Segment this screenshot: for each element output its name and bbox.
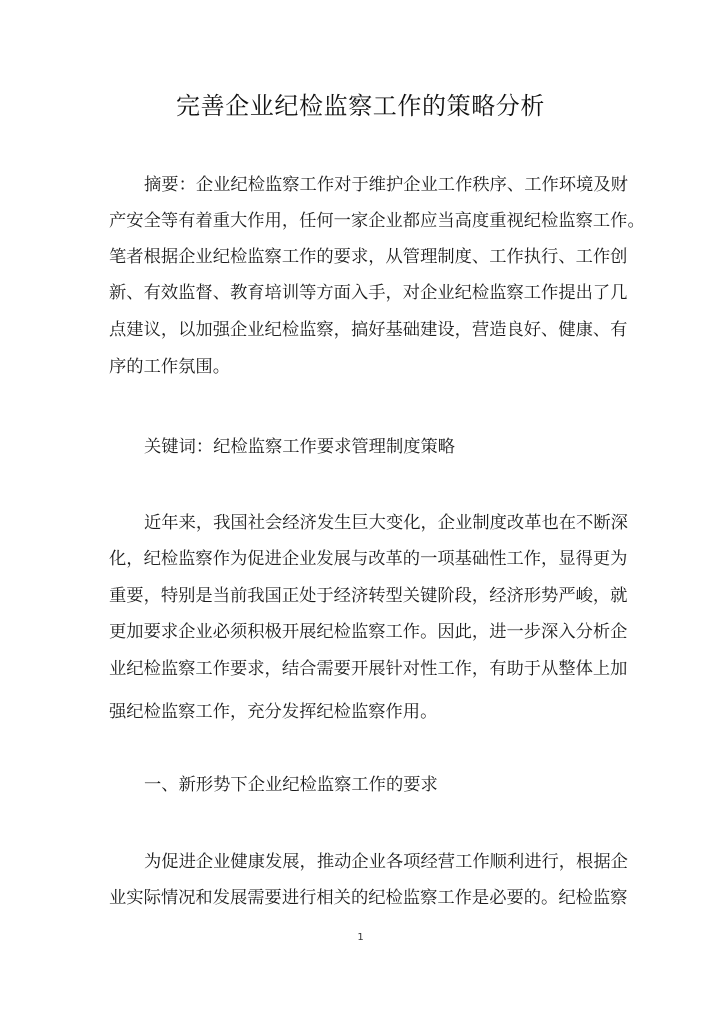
abstract-line: 摘要：企业纪检监察工作对于维护企业工作秩序、工作环境及财 bbox=[144, 175, 628, 195]
document-title: 完善企业纪检监察工作的策略分析 bbox=[176, 92, 545, 120]
body-line: 强纪检监察工作，充分发挥纪检监察作用。 bbox=[109, 702, 438, 722]
abstract-line: 新、有效监督、教育培训等方面入手，对企业纪检监察工作提出了几 bbox=[109, 283, 628, 303]
body-line: 更加要求企业必须积极开展纪检监察工作。因此，进一步深入分析企 bbox=[109, 622, 628, 642]
section-heading: 一、新形势下企业纪检监察工作的要求 bbox=[144, 775, 438, 795]
abstract-line: 点建议，以加强企业纪检监察，搞好基础建设，营造良好、健康、有 bbox=[109, 320, 628, 340]
body-line: 重要，特别是当前我国正处于经济转型关键阶段，经济形势严峻，就 bbox=[109, 586, 628, 606]
body-line: 业纪检监察工作要求，结合需要开展针对性工作，有助于从整体上加 bbox=[109, 659, 628, 679]
body-line: 为促进企业健康发展，推动企业各项经营工作顺利进行，根据企 bbox=[144, 852, 628, 872]
abstract-line: 笔者根据企业纪检监察工作的要求，从管理制度、工作执行、工作创 bbox=[109, 247, 628, 267]
keywords-line: 关键词：纪检监察工作要求管理制度策略 bbox=[144, 437, 456, 457]
body-line: 近年来，我国社会经济发生巨大变化，企业制度改革也在不断深 bbox=[144, 513, 628, 533]
body-line: 化，纪检监察作为促进企业发展与改革的一项基础性工作，显得更为 bbox=[109, 549, 628, 569]
abstract-line: 序的工作氛围。 bbox=[109, 357, 230, 377]
body-line: 业实际情况和发展需要进行相关的纪检监察工作是必要的。纪检监察 bbox=[109, 888, 628, 908]
abstract-line: 产安全等有着重大作用，任何一家企业都应当高度重视纪检监察工作。 bbox=[109, 211, 645, 231]
page-number: 1 bbox=[357, 932, 364, 943]
